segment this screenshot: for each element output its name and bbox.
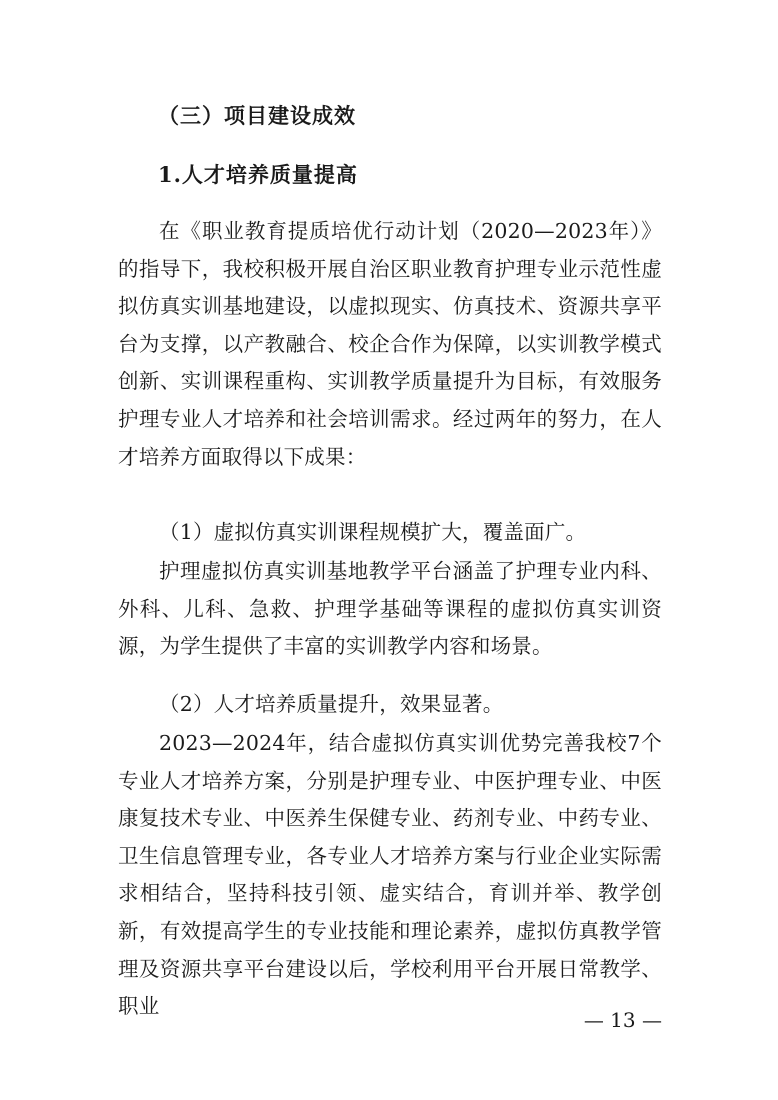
section-heading: （三）项目建设成效 — [158, 104, 356, 128]
subsection-heading: 1.人才培养质量提高 — [158, 162, 358, 187]
point1-title: （1）虚拟仿真实训课程规模扩大，覆盖面广。 — [159, 520, 587, 544]
point1-body: 护理虚拟仿真实训基地教学平台涵盖了护理专业内科、外科、儿科、急救、护理学基础等课程的虚拟仿真实训资源，为学生提供了丰富的实训教学内容和场景。 — [118, 559, 662, 659]
point2-title: （2）人才培养质量提升，效果显著。 — [159, 692, 504, 716]
point2-body: 2023—2024年，结合虚拟仿真实训优势完善我校7个专业人才培养方案，分别是护理专业、中医护理专业、中医康复技术专业、中医养生保健专业、药剂专业、中药专业、卫生信息管理专业，各专业人才培养方案与行业企业实际需求相结合，坚持科技引领、虚实结合，育训并举、教学创新，有效提高学生的专业技能和理论素养，虚拟仿真教学管理及资源共享平台建设以后，学校利用平台开展日常教学、职业 — [118, 731, 662, 1019]
intro-paragraph: 在《职业教育提质培优行动计划（2020—2023年）》的指导下，我校积极开展自治区职业教育护理专业示范性虚拟仿真实训基地建设，以虚拟现实、仿真技术、资源共享平台为支撑，以产教融合、校企合作为保障，以实训教学模式创新、实训课程重构、实训教学质量提升为目标，有效服务护理专业人才培养和社会培训需求。经过两年的努力，在人才培养方面取得以下成果： — [118, 219, 662, 469]
page-number: — 13 — — [583, 1008, 662, 1032]
